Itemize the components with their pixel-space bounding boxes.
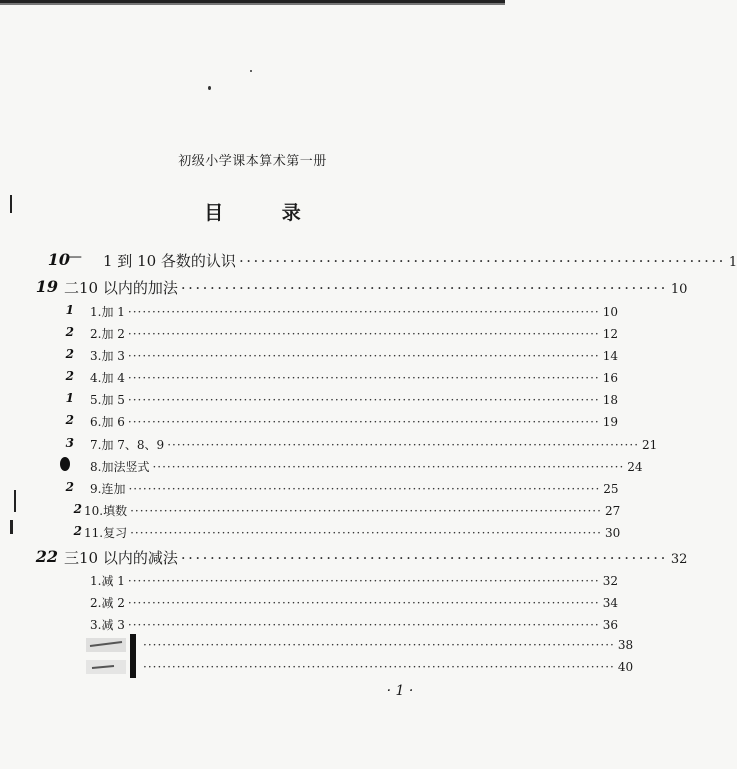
toc-page: 32	[670, 552, 688, 567]
toc-label: 加 4	[101, 371, 125, 385]
dot-leader: ··································································································	[127, 371, 600, 385]
toc-number: 二	[64, 279, 80, 297]
handwritten-dash: —	[67, 247, 82, 265]
dot-leader: ··································································································	[127, 305, 600, 319]
dot-leader: ···································································	[238, 252, 726, 270]
dot-leader: ··································································································	[127, 415, 600, 429]
toc-label: 加 1	[101, 305, 125, 319]
toc-number: 1.	[90, 305, 102, 319]
toc-section[interactable]	[65, 391, 619, 408]
dot-leader: ···································································	[180, 549, 668, 567]
toc-page: 38	[617, 638, 634, 652]
toc-number: 5.	[90, 393, 102, 407]
toc-page: 21	[642, 438, 658, 452]
dot-leader: ··································································································	[127, 327, 600, 341]
toc-page: 14	[602, 349, 619, 363]
dot-leader: ··································································································	[143, 660, 615, 674]
toc-page: 30	[604, 526, 621, 540]
handwritten-mark: 2	[65, 413, 74, 427]
toc-chapter-1[interactable]	[47, 247, 737, 271]
toc-section[interactable]	[73, 502, 621, 519]
dot-leader: ··································································································	[127, 393, 600, 407]
toc-page: 18	[602, 393, 619, 407]
toc-number: 1.	[90, 574, 102, 588]
toc-label: 加 2	[101, 327, 125, 341]
toc-section[interactable]	[65, 413, 619, 430]
toc-section[interactable]	[65, 347, 619, 364]
page-top-border	[0, 0, 505, 10]
book-title: 初级小学课本算术第一册	[178, 154, 327, 169]
toc-number: 11.	[84, 526, 104, 540]
toc-page: 1	[728, 255, 737, 270]
dot-leader: ··································································································	[127, 574, 600, 588]
page-number: · 1 ·	[386, 683, 414, 699]
handwritten-mark: 3	[65, 436, 74, 450]
handwritten-mark: 19	[35, 277, 58, 296]
toc-label: 复习	[103, 526, 128, 540]
toc-label: 减 2	[101, 596, 125, 610]
toc-number: 2.	[90, 327, 102, 341]
toc-label: 填数	[103, 504, 128, 518]
dot-leader: ··································································································	[167, 438, 640, 452]
ink-speck	[208, 86, 211, 90]
toc-page: 24	[627, 460, 643, 474]
toc-page: 19	[602, 415, 619, 429]
toc-page: 12	[602, 327, 619, 341]
toc-section[interactable]	[73, 524, 621, 541]
toc-section[interactable]	[65, 480, 619, 497]
toc-label: 加法竖式	[101, 460, 150, 474]
ink-speck	[250, 70, 252, 72]
handwritten-mark: 10	[47, 250, 70, 269]
handwritten-mark: 1	[65, 303, 74, 317]
toc-label: 加 3	[101, 349, 125, 363]
toc-section[interactable]	[65, 303, 619, 320]
dot-leader: ··································································································	[127, 349, 600, 363]
toc-number: 9.	[90, 482, 102, 496]
toc-number: 8.	[90, 460, 102, 474]
margin-mark	[10, 195, 12, 213]
toc-section[interactable]	[90, 458, 643, 475]
handwritten-mark: 2	[65, 480, 74, 494]
handwritten-mark: 1	[65, 391, 74, 405]
toc-section[interactable]	[90, 594, 619, 611]
toc-label: 连加	[101, 482, 126, 496]
dot-leader: ··································································································	[127, 596, 600, 610]
dot-leader: ··································································································	[152, 460, 625, 474]
toc-page: 10	[602, 305, 619, 319]
toc-section[interactable]	[90, 616, 619, 633]
toc-page: 27	[604, 504, 621, 518]
toc-label: 加 7、8、9	[101, 438, 165, 452]
toc-label: 加 6	[101, 415, 125, 429]
handwritten-mark: 2	[73, 502, 82, 516]
toc-number: 2.	[90, 596, 102, 610]
toc-section[interactable]	[65, 369, 619, 386]
toc-label: 10 以内的减法	[79, 549, 178, 567]
toc-number: 三	[64, 549, 80, 567]
toc-heading: 目 录	[204, 202, 327, 224]
dot-leader: ··································································································	[127, 618, 600, 632]
smudge-mark	[84, 632, 138, 680]
toc-page: 34	[602, 596, 619, 610]
margin-mark	[10, 520, 13, 534]
handwritten-mark: 2	[73, 524, 82, 538]
toc-number: 10.	[84, 504, 104, 518]
toc-label: 加 5	[101, 393, 125, 407]
toc-section[interactable]	[65, 325, 619, 342]
toc-page: 10	[670, 282, 688, 297]
toc-label: 10 以内的加法	[79, 279, 178, 297]
toc-section[interactable]	[90, 572, 619, 589]
toc-label: 1 到 10 各数的认识	[103, 252, 236, 270]
toc-page: 36	[602, 618, 619, 632]
toc-section[interactable]	[140, 638, 634, 652]
toc-page: 16	[602, 371, 619, 385]
dot-leader: ··································································································	[130, 526, 602, 540]
dot-leader: ···································································	[180, 279, 668, 297]
toc-number: 3.	[90, 349, 102, 363]
toc-number: 6.	[90, 415, 102, 429]
toc-number: 7.	[90, 438, 102, 452]
ink-blot	[60, 457, 70, 471]
toc-number: 4.	[90, 371, 102, 385]
toc-page: 25	[603, 482, 619, 496]
handwritten-mark: 2	[65, 347, 74, 361]
dot-leader: ··································································································	[143, 638, 615, 652]
margin-mark	[14, 490, 16, 512]
dot-leader: ··································································································	[128, 482, 601, 496]
toc-number: 3.	[90, 618, 102, 632]
toc-section[interactable]	[140, 660, 634, 674]
toc-page: 40	[617, 660, 634, 674]
handwritten-mark: 2	[65, 325, 74, 339]
toc-section[interactable]	[65, 436, 658, 453]
toc-chapter-3[interactable]	[35, 547, 688, 568]
toc-chapter-2[interactable]	[35, 277, 688, 298]
toc-label: 减 1	[101, 574, 125, 588]
toc-page: 32	[602, 574, 619, 588]
handwritten-mark: 22	[35, 547, 58, 566]
handwritten-mark: 2	[65, 369, 74, 383]
toc-label: 减 3	[101, 618, 125, 632]
dot-leader: ··································································································	[130, 504, 602, 518]
